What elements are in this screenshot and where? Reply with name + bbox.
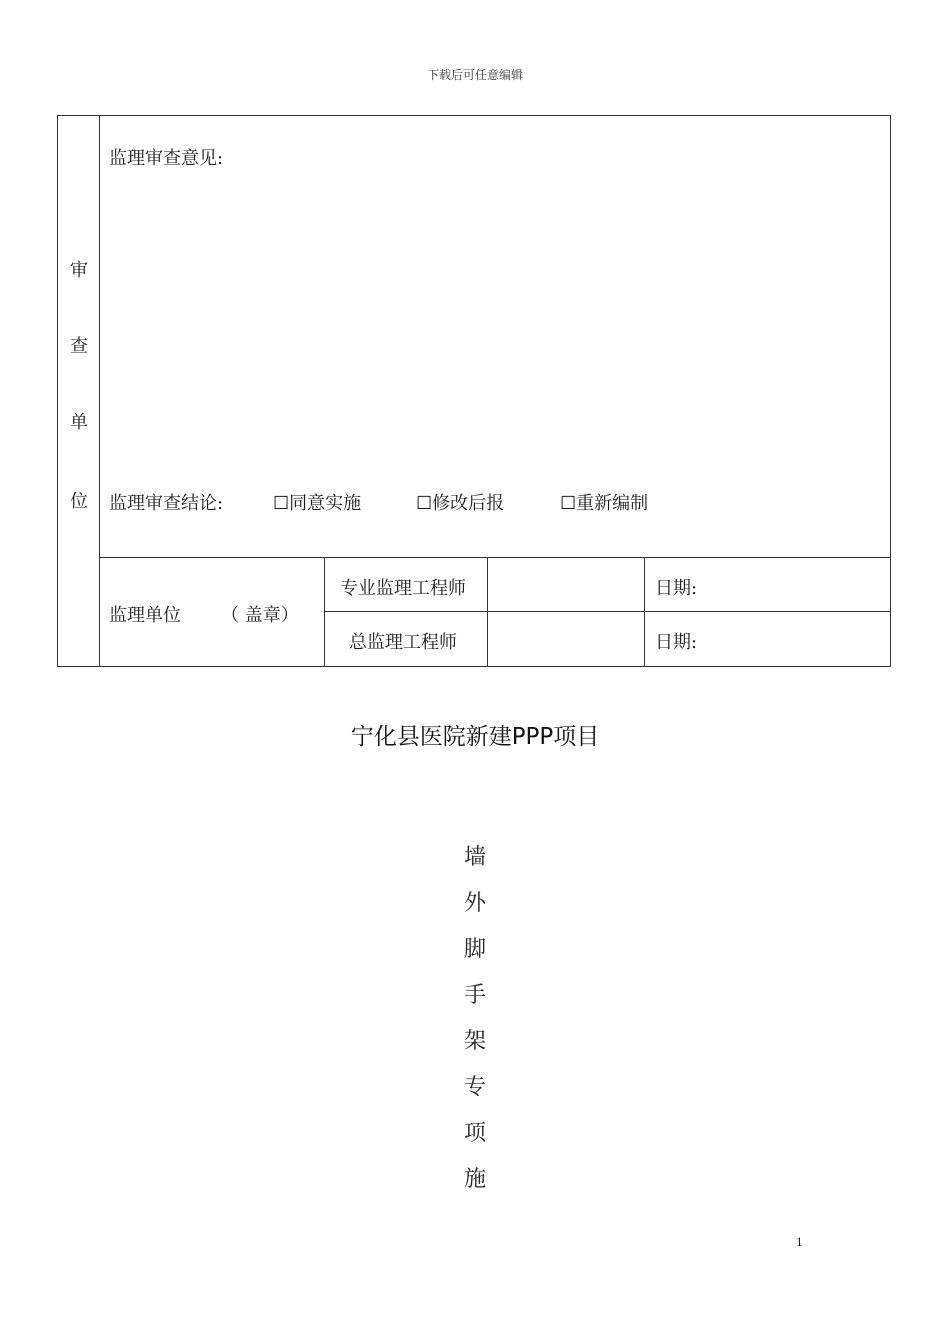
title-char: 外 xyxy=(463,891,486,916)
title-char: 项 xyxy=(463,1121,486,1146)
title-char: 专 xyxy=(463,1075,486,1100)
side-label-char: 审 xyxy=(70,260,88,281)
title-char: 施 xyxy=(463,1167,486,1192)
date-label: 日期: xyxy=(655,578,698,599)
date-label: 日期: xyxy=(655,632,698,653)
divider xyxy=(644,557,645,666)
title-char: 脚 xyxy=(463,937,486,962)
page-number: 1 xyxy=(796,1234,803,1249)
seal-label: （ 盖章） xyxy=(221,605,299,626)
review-unit-side-label xyxy=(58,116,100,666)
side-label-char: 位 xyxy=(70,491,88,512)
project-title: 宁化县医院新建PPP项目 xyxy=(350,724,600,750)
supervision-unit-label: 监理单位 xyxy=(109,605,181,626)
divider xyxy=(324,557,325,666)
specialist-engineer-label: 专业监理工程师 xyxy=(340,578,466,599)
option-redo-checkbox[interactable]: ☐重新编制 xyxy=(560,493,649,514)
title-char: 手 xyxy=(463,983,486,1008)
review-table xyxy=(57,115,891,667)
option-revise-checkbox[interactable]: ☐修改后报 xyxy=(416,493,505,514)
divider xyxy=(324,611,891,612)
title-char: 架 xyxy=(463,1029,486,1054)
header-note: 下载后可任意编辑 xyxy=(426,68,523,82)
divider xyxy=(100,557,891,558)
side-label-char: 单 xyxy=(70,412,88,433)
side-label-char: 查 xyxy=(70,336,88,357)
option-approve-checkbox[interactable]: ☐同意实施 xyxy=(273,493,362,514)
chief-engineer-label: 总监理工程师 xyxy=(349,632,457,653)
title-char: 墙 xyxy=(463,845,486,870)
opinion-label: 监理审查意见: xyxy=(109,148,224,169)
divider xyxy=(487,557,488,666)
vertical-document-title xyxy=(452,842,498,1210)
conclusion-label: 监理审查结论: xyxy=(109,493,224,514)
